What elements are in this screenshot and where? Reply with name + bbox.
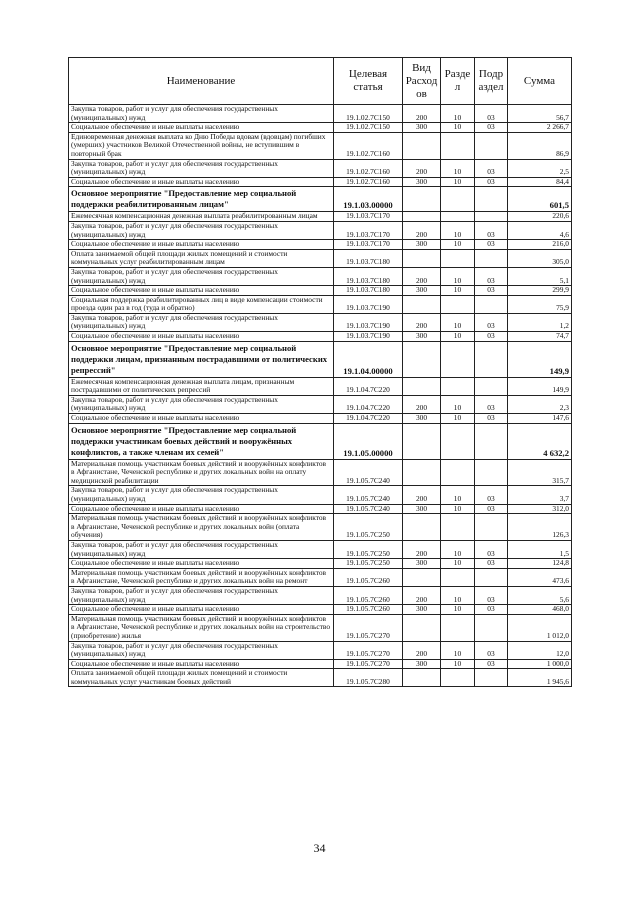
cell-name: Закупка товаров, работ и услуг для обеспечения государственных (муниципальных) нужд	[69, 105, 334, 123]
cell-subsection	[475, 669, 508, 687]
cell-target-article: 19.1.03.7С180	[334, 267, 403, 285]
table-row	[69, 605, 572, 615]
cell-target-article: 19.1.03.7С190	[334, 313, 403, 331]
cell-expense-type: 300	[403, 177, 441, 187]
header-expense-type: Вид Расход ов	[403, 58, 441, 105]
cell-subsection	[475, 295, 508, 313]
table-row	[69, 313, 572, 331]
cell-name: Материальная помощь участникам боевых действий и вооружённых конфликтов в Афганистане, Чеченской республике и других локальных войн на ремонт	[69, 568, 334, 586]
cell-target-article: 19.1.02.7С160	[334, 159, 403, 177]
cell-sum: 473,6	[508, 568, 572, 586]
cell-sum: 1 945,6	[508, 669, 572, 687]
table-row	[69, 105, 572, 123]
cell-expense-type	[403, 341, 441, 377]
cell-sum: 75,9	[508, 295, 572, 313]
cell-sum: 126,3	[508, 514, 572, 541]
cell-sum: 56,7	[508, 105, 572, 123]
cell-target-article: 19.1.02.7С150	[334, 123, 403, 133]
table-row	[69, 132, 572, 159]
cell-section: 10	[441, 659, 475, 669]
table-row	[69, 286, 572, 296]
table-row	[69, 249, 572, 267]
table-row	[69, 159, 572, 177]
cell-target-article: 19.1.04.00000	[334, 341, 403, 377]
cell-target-article: 19.1.05.7С250	[334, 540, 403, 558]
cell-name: Закупка товаров, работ и услуг для обеспечения государственных (муниципальных) нужд	[69, 395, 334, 413]
cell-subsection	[475, 249, 508, 267]
cell-target-article: 19.1.03.7С190	[334, 332, 403, 342]
table-row	[69, 641, 572, 659]
cell-name: Основное мероприятие "Предоставление мер социальной поддержки участникам боевых действий и вооружённых конфликтов, а также членам их семей"	[69, 423, 334, 459]
cell-expense-type	[403, 249, 441, 267]
cell-subsection: 03	[475, 313, 508, 331]
cell-subsection	[475, 212, 508, 222]
cell-expense-type: 300	[403, 504, 441, 514]
cell-target-article: 19.1.05.7С260	[334, 586, 403, 604]
table-row	[69, 295, 572, 313]
cell-name: Закупка товаров, работ и услуг для обеспечения государственных (муниципальных) нужд	[69, 540, 334, 558]
cell-subsection: 03	[475, 221, 508, 239]
table-row	[69, 459, 572, 486]
cell-subsection	[475, 568, 508, 586]
cell-target-article: 19.1.03.7С170	[334, 240, 403, 250]
table-row	[69, 267, 572, 285]
cell-sum: 149,9	[508, 341, 572, 377]
cell-section: 10	[441, 123, 475, 133]
cell-sum: 4 632,2	[508, 423, 572, 459]
cell-expense-type	[403, 187, 441, 212]
cell-name: Социальное обеспечение и иные выплаты населению	[69, 659, 334, 669]
header-target-article: Целевая статья	[334, 58, 403, 105]
cell-expense-type	[403, 377, 441, 395]
table-row-main-activity	[69, 187, 572, 212]
cell-sum: 1,2	[508, 313, 572, 331]
cell-section	[441, 614, 475, 641]
cell-sum: 468,0	[508, 605, 572, 615]
cell-section: 10	[441, 605, 475, 615]
cell-target-article: 19.1.03.7С170	[334, 221, 403, 239]
cell-subsection: 03	[475, 586, 508, 604]
cell-section: 10	[441, 105, 475, 123]
cell-expense-type: 200	[403, 586, 441, 604]
cell-target-article: 19.1.05.7С270	[334, 614, 403, 641]
table-row	[69, 586, 572, 604]
cell-name: Материальная помощь участникам боевых действий и вооружённых конфликтов в Афганистане, Чеченской республике и других локальных войн (оплата обучения)	[69, 514, 334, 541]
cell-subsection: 03	[475, 123, 508, 133]
cell-target-article: 19.1.05.00000	[334, 423, 403, 459]
cell-expense-type	[403, 459, 441, 486]
cell-sum: 312,0	[508, 504, 572, 514]
cell-target-article: 19.1.05.7С260	[334, 568, 403, 586]
cell-expense-type: 200	[403, 313, 441, 331]
cell-target-article: 19.1.03.7С180	[334, 286, 403, 296]
cell-name: Закупка товаров, работ и услуг для обеспечения государственных (муниципальных) нужд	[69, 313, 334, 331]
cell-section	[441, 341, 475, 377]
cell-expense-type	[403, 514, 441, 541]
cell-sum: 5,1	[508, 267, 572, 285]
cell-sum: 147,6	[508, 414, 572, 424]
cell-subsection: 03	[475, 395, 508, 413]
cell-name: Ежемесячная компенсационная денежная выплата лицам, признанным пострадавшими от политических репрессий	[69, 377, 334, 395]
cell-target-article: 19.1.02.7С160	[334, 132, 403, 159]
cell-expense-type	[403, 212, 441, 222]
cell-expense-type: 300	[403, 659, 441, 669]
cell-expense-type: 200	[403, 221, 441, 239]
cell-target-article: 19.1.05.7С250	[334, 514, 403, 541]
cell-subsection	[475, 423, 508, 459]
cell-expense-type: 300	[403, 332, 441, 342]
header-subsection: Подр аздел	[475, 58, 508, 105]
budget-table	[68, 57, 572, 687]
table-row	[69, 123, 572, 133]
cell-sum: 305,0	[508, 249, 572, 267]
cell-expense-type: 200	[403, 540, 441, 558]
cell-sum: 1,5	[508, 540, 572, 558]
cell-name: Социальное обеспечение и иные выплаты населению	[69, 123, 334, 133]
cell-target-article: 19.1.05.7С250	[334, 559, 403, 569]
cell-subsection: 03	[475, 267, 508, 285]
cell-subsection: 03	[475, 559, 508, 569]
cell-subsection: 03	[475, 540, 508, 558]
table-row	[69, 514, 572, 541]
cell-target-article: 19.1.05.7С280	[334, 669, 403, 687]
cell-target-article: 19.1.05.7С240	[334, 486, 403, 504]
cell-sum: 3,7	[508, 486, 572, 504]
page-number: 34	[313, 841, 326, 855]
table-row	[69, 177, 572, 187]
cell-target-article: 19.1.04.7С220	[334, 395, 403, 413]
table-row	[69, 568, 572, 586]
table-row	[69, 240, 572, 250]
cell-name: Закупка товаров, работ и услуг для обеспечения государственных (муниципальных) нужд	[69, 486, 334, 504]
cell-target-article: 19.1.03.7С180	[334, 249, 403, 267]
cell-name: Социальное обеспечение и иные выплаты населению	[69, 332, 334, 342]
cell-expense-type: 200	[403, 159, 441, 177]
cell-name: Социальное обеспечение и иные выплаты населению	[69, 605, 334, 615]
cell-name: Закупка товаров, работ и услуг для обеспечения государственных (муниципальных) нужд	[69, 267, 334, 285]
cell-name: Социальная поддержка реабилитированных лиц в виде компенсации стоимости проезда один раз в год (туда и обратно)	[69, 295, 334, 313]
cell-target-article: 19.1.05.7С260	[334, 605, 403, 615]
cell-section: 10	[441, 486, 475, 504]
cell-section	[441, 568, 475, 586]
cell-section	[441, 423, 475, 459]
cell-subsection	[475, 459, 508, 486]
cell-expense-type	[403, 132, 441, 159]
header-name: Наименование	[69, 58, 334, 105]
cell-subsection	[475, 341, 508, 377]
cell-section: 10	[441, 332, 475, 342]
cell-name: Социальное обеспечение и иные выплаты населению	[69, 177, 334, 187]
cell-expense-type: 200	[403, 641, 441, 659]
cell-subsection: 03	[475, 240, 508, 250]
cell-sum: 149,9	[508, 377, 572, 395]
cell-sum: 4,6	[508, 221, 572, 239]
table-row	[69, 377, 572, 395]
table-row	[69, 212, 572, 222]
cell-name: Закупка товаров, работ и услуг для обеспечения государственных (муниципальных) нужд	[69, 221, 334, 239]
cell-section: 10	[441, 267, 475, 285]
cell-subsection: 03	[475, 659, 508, 669]
cell-subsection: 03	[475, 414, 508, 424]
cell-subsection	[475, 187, 508, 212]
cell-section: 10	[441, 240, 475, 250]
cell-section	[441, 377, 475, 395]
cell-sum: 2,3	[508, 395, 572, 413]
table-body	[69, 105, 572, 687]
table-row	[69, 414, 572, 424]
cell-name: Социальное обеспечение и иные выплаты населению	[69, 286, 334, 296]
cell-expense-type	[403, 295, 441, 313]
cell-sum: 5,6	[508, 586, 572, 604]
cell-name: Материальная помощь участникам боевых действий и вооружённых конфликтов в Афганистане, Чеченской республике и других локальных войн на оплату медицинской реабилитации	[69, 459, 334, 486]
cell-expense-type: 200	[403, 267, 441, 285]
cell-sum: 299,9	[508, 286, 572, 296]
cell-subsection: 03	[475, 486, 508, 504]
cell-sum: 84,4	[508, 177, 572, 187]
cell-expense-type: 200	[403, 105, 441, 123]
cell-subsection: 03	[475, 332, 508, 342]
cell-sum: 220,6	[508, 212, 572, 222]
cell-target-article: 19.1.04.7С220	[334, 377, 403, 395]
table-row	[69, 395, 572, 413]
cell-expense-type: 300	[403, 240, 441, 250]
cell-name: Единовременная денежная выплата ко Дню Победы вдовам (вдовцам) погибших (умерших) участников Великой Отечественной войны, не вступившим в повторный брак	[69, 132, 334, 159]
cell-section: 10	[441, 159, 475, 177]
cell-name: Материальная помощь участникам боевых действий и вооружённых конфликтов в Афганистане, Чеченской республике и других локальных войн на строительство (приобретение) жилья	[69, 614, 334, 641]
cell-name: Основное мероприятие "Предоставление мер социальной поддержки лицам, признанным пострадавшими от политических репрессий"	[69, 341, 334, 377]
cell-name: Социальное обеспечение и иные выплаты населению	[69, 414, 334, 424]
cell-section: 10	[441, 540, 475, 558]
cell-sum: 216,0	[508, 240, 572, 250]
table-row	[69, 486, 572, 504]
cell-expense-type: 300	[403, 414, 441, 424]
cell-section: 10	[441, 559, 475, 569]
cell-sum: 2 266,7	[508, 123, 572, 133]
cell-target-article: 19.1.05.7С240	[334, 459, 403, 486]
cell-expense-type	[403, 423, 441, 459]
cell-target-article: 19.1.03.7С190	[334, 295, 403, 313]
cell-section: 10	[441, 504, 475, 514]
table-header-row	[69, 58, 572, 105]
cell-sum: 124,8	[508, 559, 572, 569]
cell-section	[441, 669, 475, 687]
cell-section: 10	[441, 414, 475, 424]
cell-section: 10	[441, 177, 475, 187]
cell-sum: 86,9	[508, 132, 572, 159]
cell-target-article: 19.1.05.7С270	[334, 641, 403, 659]
cell-section: 10	[441, 641, 475, 659]
cell-subsection	[475, 614, 508, 641]
cell-target-article: 19.1.05.7С240	[334, 504, 403, 514]
table-row	[69, 659, 572, 669]
cell-name: Закупка товаров, работ и услуг для обеспечения государственных (муниципальных) нужд	[69, 159, 334, 177]
cell-sum: 315,7	[508, 459, 572, 486]
cell-expense-type: 300	[403, 559, 441, 569]
cell-subsection: 03	[475, 504, 508, 514]
header-sum: Сумма	[508, 58, 572, 105]
cell-expense-type: 300	[403, 605, 441, 615]
cell-expense-type	[403, 614, 441, 641]
cell-section	[441, 212, 475, 222]
cell-sum: 12,0	[508, 641, 572, 659]
cell-expense-type: 300	[403, 123, 441, 133]
cell-sum: 1 000,0	[508, 659, 572, 669]
cell-section: 10	[441, 221, 475, 239]
cell-target-article: 19.1.03.7С170	[334, 212, 403, 222]
cell-expense-type: 300	[403, 286, 441, 296]
cell-expense-type: 200	[403, 395, 441, 413]
cell-section	[441, 132, 475, 159]
cell-subsection: 03	[475, 641, 508, 659]
cell-section: 10	[441, 313, 475, 331]
header-section: Разде л	[441, 58, 475, 105]
cell-subsection: 03	[475, 605, 508, 615]
cell-sum: 74,7	[508, 332, 572, 342]
cell-expense-type	[403, 568, 441, 586]
cell-section	[441, 187, 475, 212]
cell-subsection	[475, 377, 508, 395]
cell-name: Основное мероприятие "Предоставление мер социальной поддержки реабилитированным лицам"	[69, 187, 334, 212]
cell-section	[441, 459, 475, 486]
cell-subsection: 03	[475, 159, 508, 177]
table-row	[69, 504, 572, 514]
cell-section	[441, 514, 475, 541]
cell-target-article: 19.1.02.7С160	[334, 177, 403, 187]
cell-target-article: 19.1.02.7С150	[334, 105, 403, 123]
cell-sum: 2,5	[508, 159, 572, 177]
cell-sum: 601,5	[508, 187, 572, 212]
cell-section	[441, 249, 475, 267]
cell-section: 10	[441, 395, 475, 413]
cell-name: Оплата занимаемой общей площади жилых помещений и стоимости коммунальных услуг участникам боевых действий	[69, 669, 334, 687]
cell-target-article: 19.1.05.7С270	[334, 659, 403, 669]
cell-name: Закупка товаров, работ и услуг для обеспечения государственных (муниципальных) нужд	[69, 586, 334, 604]
cell-name: Социальное обеспечение и иные выплаты населению	[69, 240, 334, 250]
table-row	[69, 669, 572, 687]
cell-subsection: 03	[475, 177, 508, 187]
cell-subsection: 03	[475, 105, 508, 123]
cell-target-article: 19.1.04.7С220	[334, 414, 403, 424]
cell-sum: 1 012,0	[508, 614, 572, 641]
cell-name: Ежемесячная компенсационная денежная выплата реабилитированным лицам	[69, 212, 334, 222]
table-row	[69, 559, 572, 569]
table-row	[69, 332, 572, 342]
table-row-main-activity	[69, 423, 572, 459]
cell-name: Закупка товаров, работ и услуг для обеспечения государственных (муниципальных) нужд	[69, 641, 334, 659]
table-row-main-activity	[69, 341, 572, 377]
cell-target-article: 19.1.03.00000	[334, 187, 403, 212]
table-row	[69, 614, 572, 641]
cell-name: Социальное обеспечение и иные выплаты населению	[69, 559, 334, 569]
cell-subsection	[475, 514, 508, 541]
table-row	[69, 221, 572, 239]
cell-name: Оплата занимаемой общей площади жилых помещений и стоимости коммунальных услуг реабилитированным лицам	[69, 249, 334, 267]
cell-section: 10	[441, 586, 475, 604]
table-row	[69, 540, 572, 558]
cell-subsection	[475, 132, 508, 159]
cell-subsection: 03	[475, 286, 508, 296]
cell-expense-type: 200	[403, 486, 441, 504]
cell-section: 10	[441, 286, 475, 296]
cell-name: Социальное обеспечение и иные выплаты населению	[69, 504, 334, 514]
cell-section	[441, 295, 475, 313]
cell-expense-type	[403, 669, 441, 687]
